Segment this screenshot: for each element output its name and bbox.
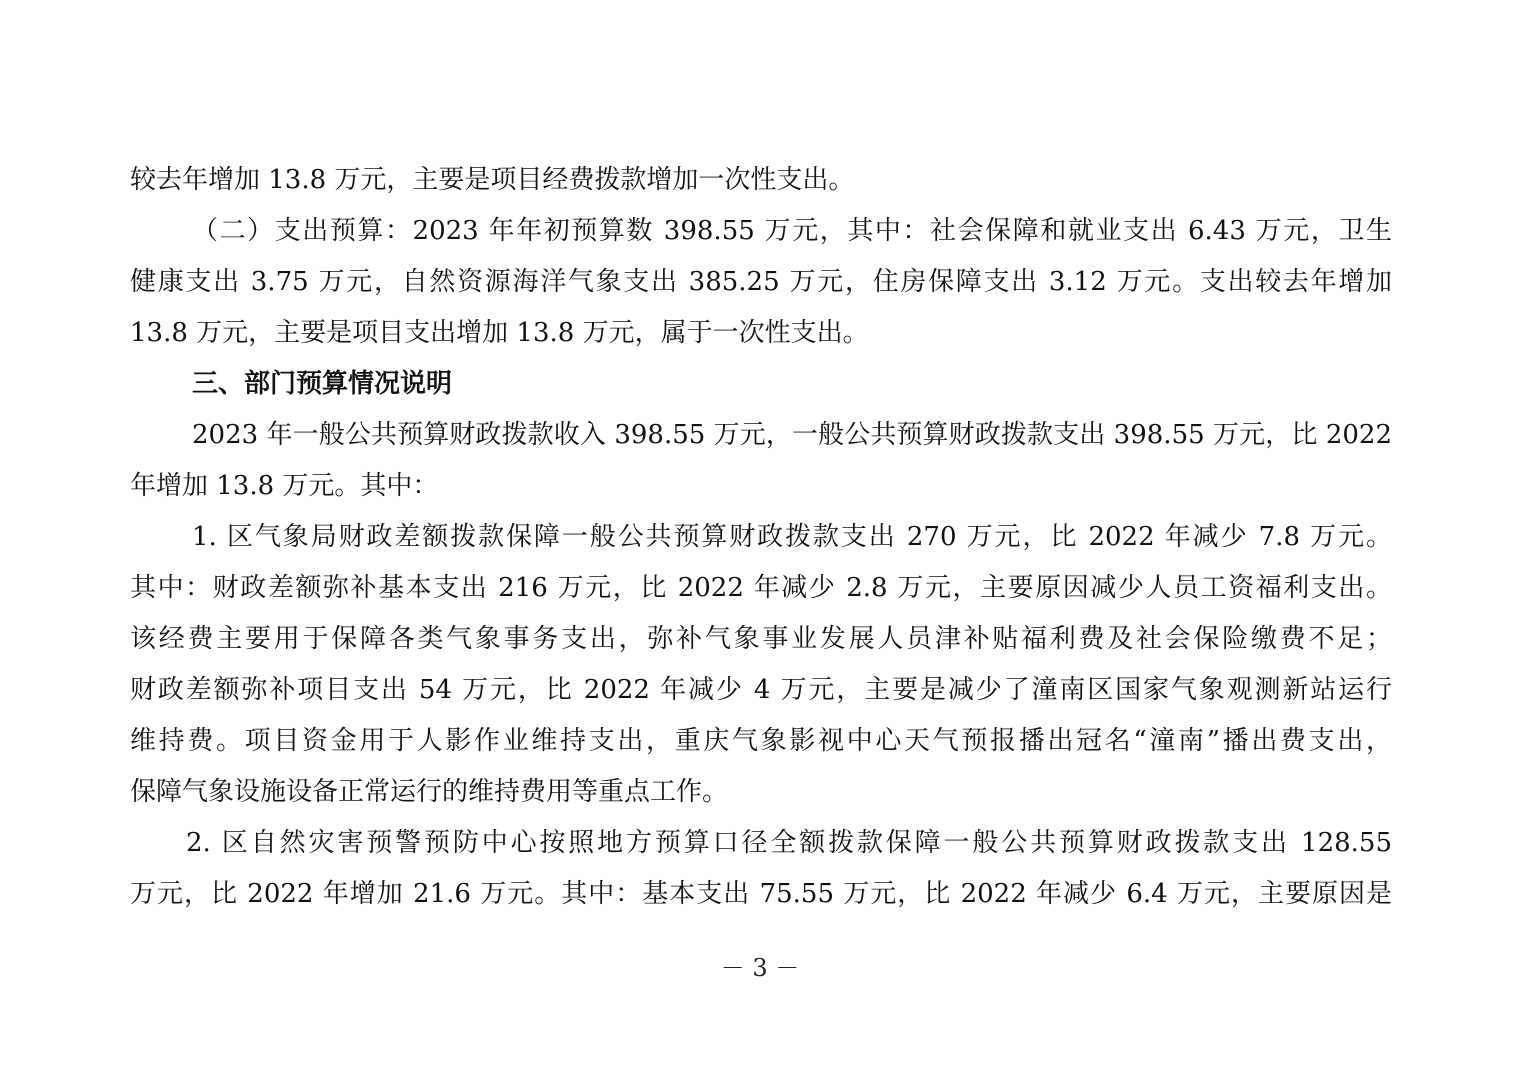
paragraph-line-1: 较去年增加 13.8 万元，主要是项目经费拨款增加一次性支出。 — [130, 165, 855, 195]
paragraph-line-15: 万元，比 2022 年增加 21.6 万元。其中：基本支出 75.55 万元，比 2022 年减少 6.4 万元，主要原因是 — [130, 879, 1392, 909]
paragraph-line-14: 2. 区自然灾害预警预防中心按照地方预算口径全额拨款保障一般公共预算财政拨款支出 128.55 — [186, 828, 1392, 858]
paragraph-line-3: 健康支出 3.75 万元，自然资源海洋气象支出 385.25 万元，住房保障支出 3.12 万元。支出较去年增加 — [130, 267, 1392, 297]
paragraph-line-12: 维持费。项目资金用于人影作业维持支出，重庆气象影视中心天气预报播出冠名“潼南”播出费支出， — [130, 726, 1392, 756]
paragraph-line-7: 年增加 13.8 万元。其中： — [130, 471, 439, 501]
page-number: － 3 － — [720, 954, 800, 982]
section-heading: 三、部门预算情况说明 — [192, 369, 453, 399]
paragraph-line-10: 该经费主要用于保障各类气象事务支出，弥补气象事业发展人员津补贴福利费及社会保险缴费不足； — [130, 624, 1392, 654]
paragraph-line-13: 保障气象设施设备正常运行的维持费用等重点工作。 — [130, 777, 729, 807]
paragraph-line-4: 13.8 万元，主要是项目支出增加 13.8 万元，属于一次性支出。 — [130, 318, 869, 348]
paragraph-line-2: （二）支出预算：2023 年年初预算数 398.55 万元，其中：社会保障和就业支出 6.43 万元，卫生 — [192, 216, 1392, 246]
paragraph-line-9: 其中：财政差额弥补基本支出 216 万元，比 2022 年减少 2.8 万元，主要原因减少人员工资福利支出。 — [130, 573, 1392, 603]
paragraph-line-6: 2023 年一般公共预算财政拨款收入 398.55 万元，一般公共预算财政拨款支出 398.55 万元，比 2022 — [192, 420, 1392, 450]
paragraph-line-11: 财政差额弥补项目支出 54 万元，比 2022 年减少 4 万元，主要是减少了潼南区国家气象观测新站运行 — [130, 675, 1392, 705]
paragraph-line-8: 1. 区气象局财政差额拨款保障一般公共预算财政拨款支出 270 万元，比 2022 年减少 7.8 万元。 — [192, 522, 1392, 552]
